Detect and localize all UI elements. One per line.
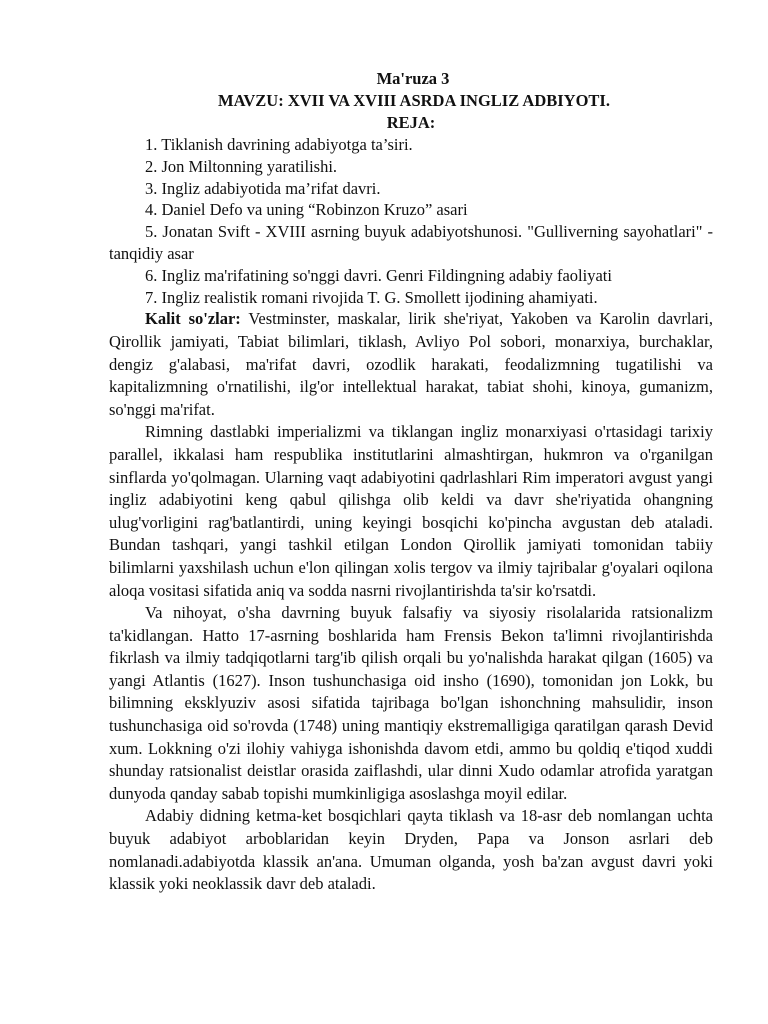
plan-list [109,134,713,308]
keywords-label: Kalit so'zlar: [145,309,241,329]
lecture-topic: MAVZU: XVII VA XVIII ASRDA INGLIZ ADBIYOTI. [218,91,610,110]
plan-item: 7. Ingliz realistik romani rivojida T. G. Smollett ijodining ahamiyati. [145,287,598,307]
body-paragraph: Adabiy didning ketma-ket bosqichlari qayta tiklash va 18-asr deb nomlangan uchta buyuk adabiyot arboblaridan keyin Dryden, Papa va Jonson asrlari deb nomlanadi.adabiyotda klassik an'ana. Umuman olganda, yosh ba'zan avgust davri yoki klassik yoki neoklassik davr deb ataladi. [109,806,713,894]
plan-item: 4. Daniel Defo va uning “Robinzon Kruzo” asari [145,200,468,220]
lecture-number: Ma'ruza 3 [376,69,450,88]
body-paragraph: Va nihoyat, o'sha davrning buyuk falsafiy va siyosiy risolalarida ratsionalizm ta'kidlangan. Hatto 17-asrning boshlarida ham Frensis Bekon ta'limni rivojlantirishda fikrlash va ilmiy tadqiqotlarni targ'ib qilish orqali bu yo'nalishda harakat qilgan (1605) va yangi Atlantis (1627). Inson tushunchasiga oid insho (1690), tomonidan jon Lokk, bu bilimning eksklyuziv asosi sifatida tajribaga bo'lgan ishonchning mahsulidir, inson tushunchasiga oid so'rovda (1748) uning mantiqiy ekstremalligiga qaratilgan qarash Devid xum. Lokkning o'zi ilohiy vahiyga ishonishda davom etdi, ammo bu qoldiq e'tiqod xuddi shunday ratsionalist deistlar orasida zaiflashdi, ular dinni Xudo odamlar atrofida yaratgan dunyoda qanday sabab topishi mumkinligiga asoslashga moyil edilar. [109,603,713,803]
plan-title: REJA: [386,113,436,132]
plan-item: 2. Jon Miltonning yaratilishi. [145,156,338,176]
plan-item: 1. Tiklanish davrining adabiyotga ta’siri. [145,135,413,154]
plan-item: 5. Jonatan Svift - XVIII asrning buyuk adabiyotshunosi. "Gulliverning sayohatlari" - tanqidiy asar [109,222,713,263]
plan-item: 3. Ingliz adabiyotida ma’rifat davri. [145,178,381,198]
body-paragraph: Rimning dastlabki imperializmi va tiklangan ingliz monarxiyasi o'rtasidagi tarixiy parallel, ikkalasi ham respublika institutlarini almashtirgan, hukmron va o'rganilgan sinflarda yo'qolmagan. Ularning vaqt adabiyotini qadrlashlari Rim imperatori avgust yangi ingliz adabiyotini keng qabul qilishga olib keldi va davr she'riyatida ohangning ulug'vorligini rag'batlantirdi, uning keyingi bosqichi ko'pincha avgustan deb ataladi. Bundan tashqari, yangi tashkil etilgan London Qirollik jamiyati tomonidan tabiiy bilimlarni yaxshilash uchun e'lon qilingan xolis tergov va ilmiy tajribalar g'oyalari oqilona aloqa vositasi sifatida aniq va sodda nasrni rivojlantirishda ta'sir ko'rsatdi. [109,422,713,600]
keywords-text: Vestminster, maskalar, lirik she'riyat, Yakoben va Karolin davrlari, Qirollik jamiyati, Tabiat bilimlari, tiklash, Avliyo Pol sobori, monarxiya, burchaklar, dengiz g'alabasi, ma'rifat davri, ozodlik harakati, feodalizmning tugatilishi va kapitalizmning o'rnatilishi, ilg'or intellektual harakat, tabiat shohi, kinoya, gumanizm, so'nggi ma'rifat. [109,309,714,419]
plan-item: 6. Ingliz ma'rifatining so'nggi davri. Genri Fildingning adabiy faoliyati [145,265,612,285]
keywords-paragraph [109,308,713,421]
